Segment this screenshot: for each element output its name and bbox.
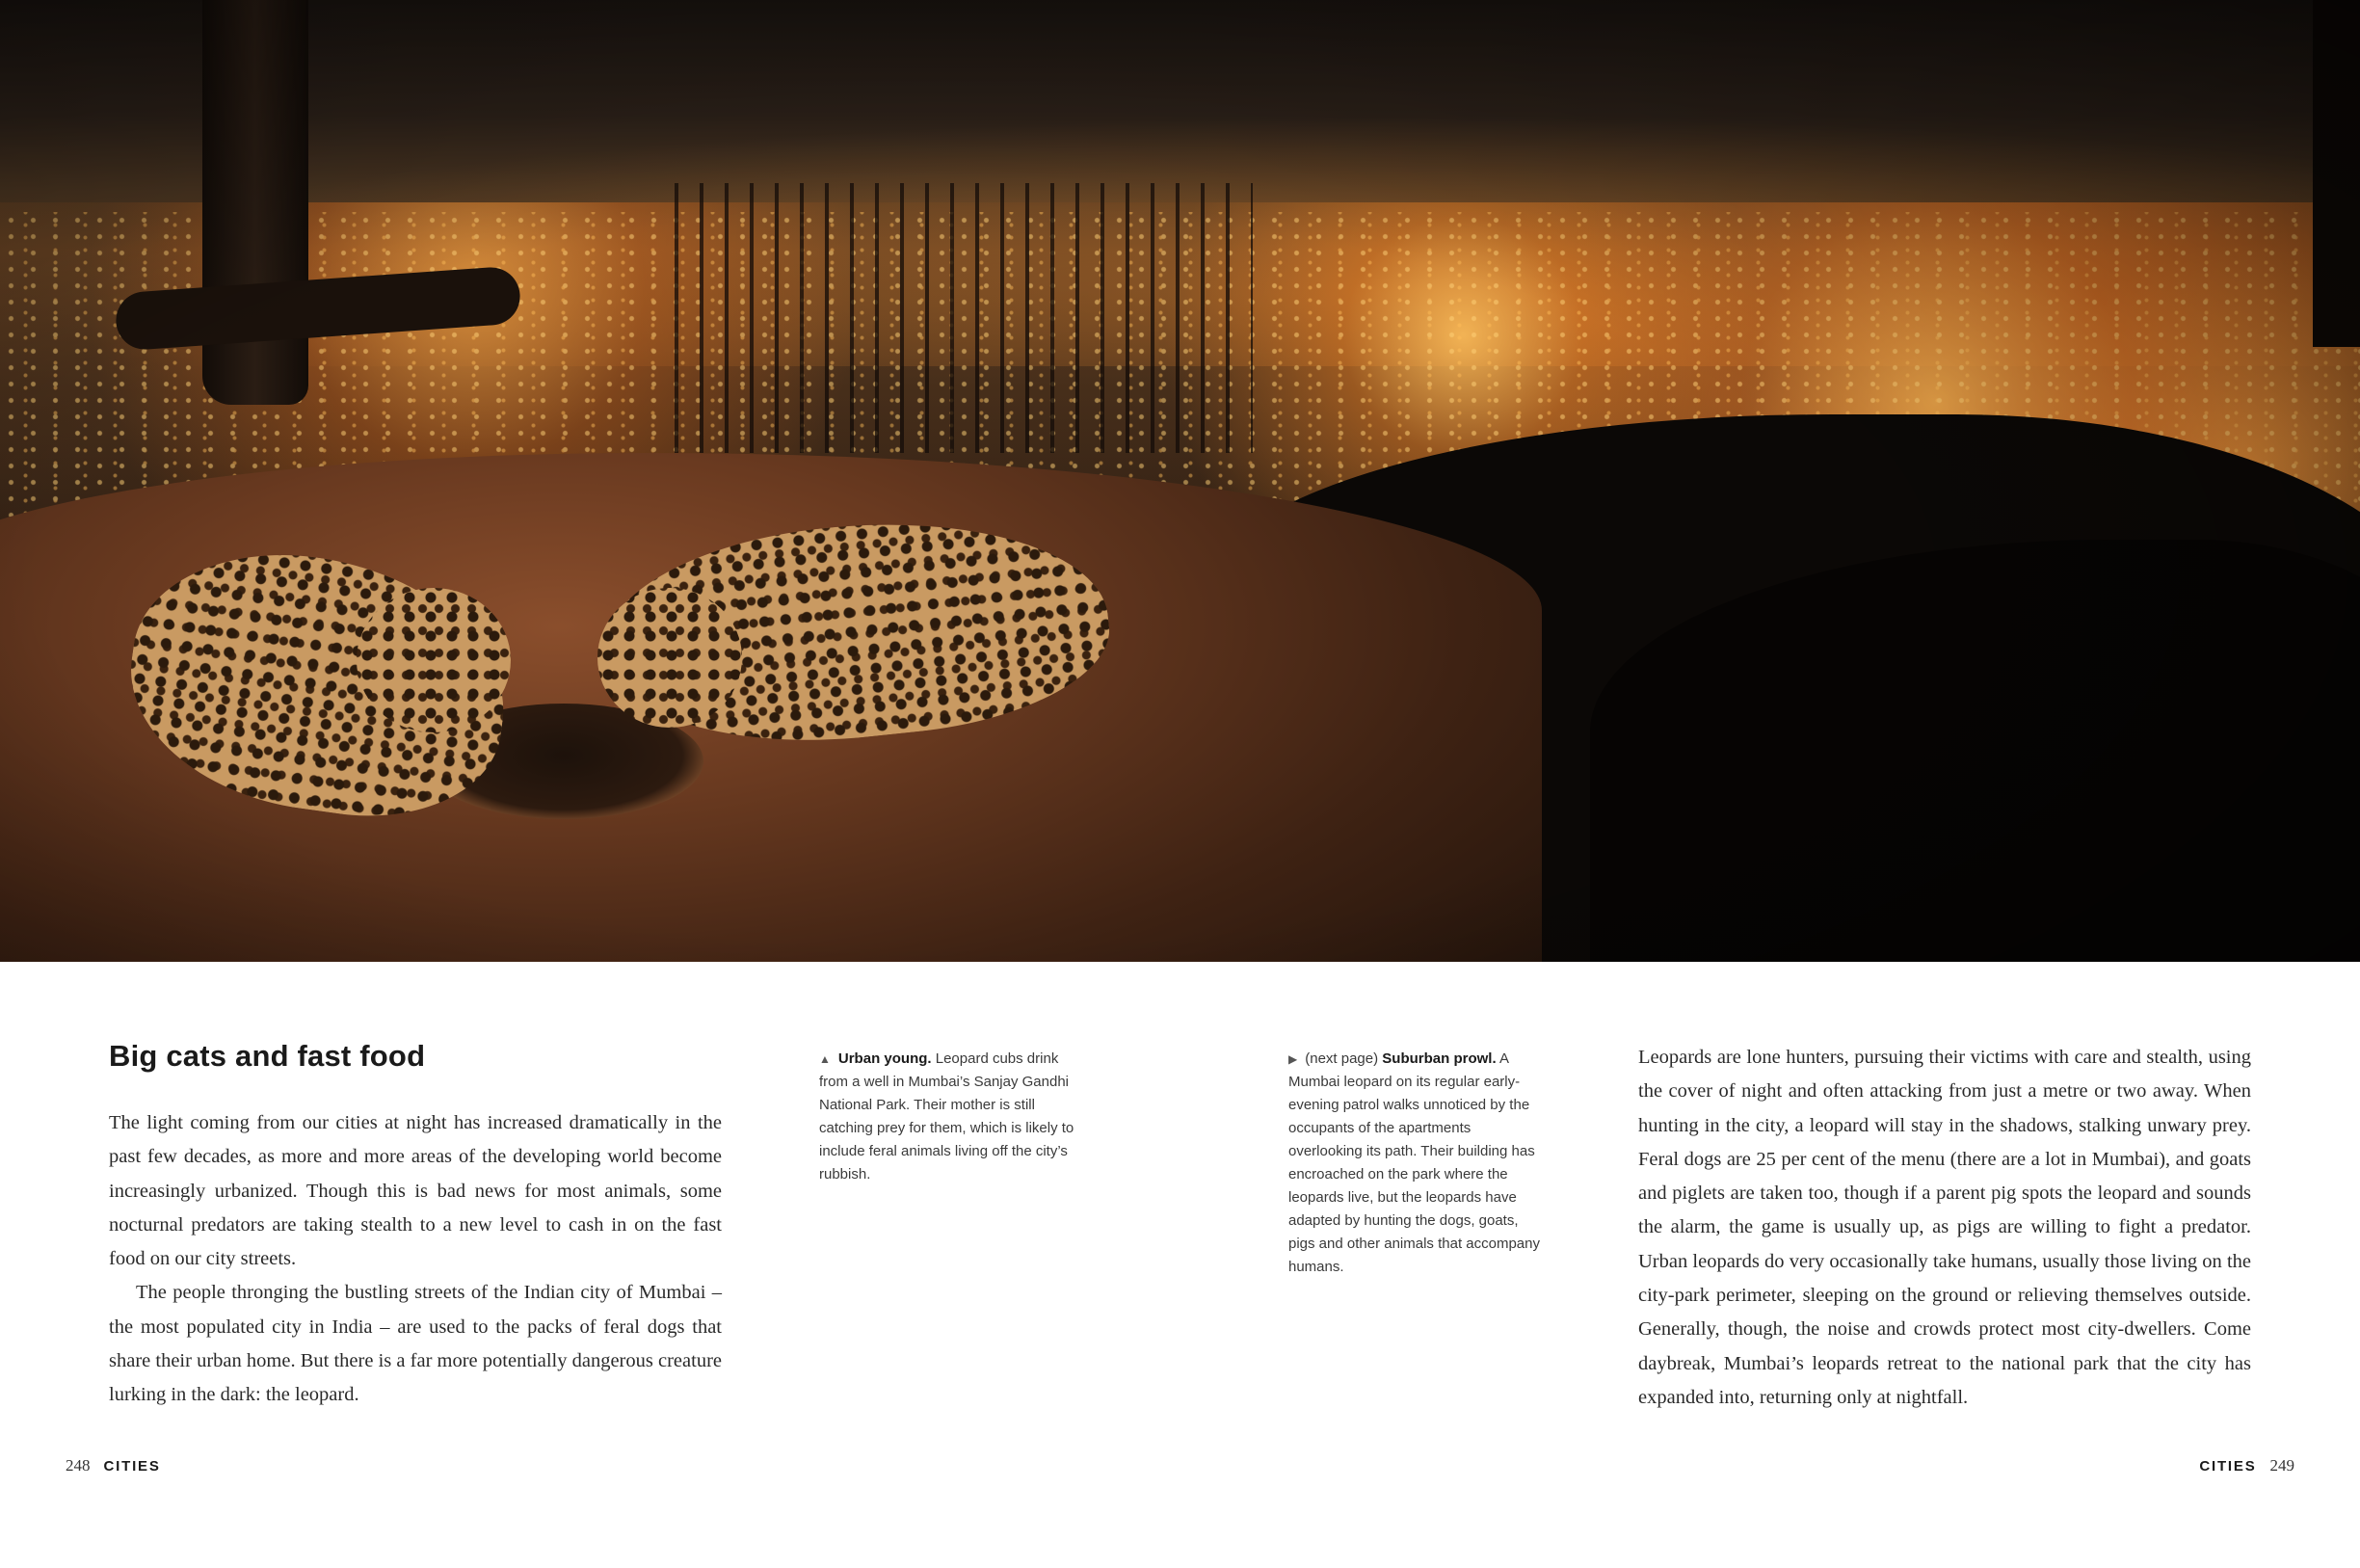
caption-text: A Mumbai leopard on its regular early-evening patrol walks unnoticed by the occupants of the apartments overlooking its path. Their building has encroached on the park where the leopards live, but the leopards have adapted by hunting the dogs, goats, pigs and other animals that accompany humans. <box>1288 1050 1540 1275</box>
article-heading: Big cats and fast food <box>109 1039 426 1073</box>
caption-urban-young <box>819 1048 1084 1186</box>
caption-lead: Suburban prowl. <box>1382 1050 1497 1067</box>
body-paragraph-1: The light coming from our cities at night has increased dramatically in the past few decades, as more and more areas of the developing world become increasingly urbanized. Though this is bad news for most animals, some nocturnal predators are taking stealth to a new level to cash in on the fast food on our city streets. <box>109 1112 722 1270</box>
folio-left <box>66 1456 161 1475</box>
body-paragraph-2: The people thronging the bustling streets of the Indian city of Mumbai – the most populated city in India – are used to the packs of feral dogs that share their urban home. But there is a far more potentially dangerous creature lurking in the dark: the leopard. <box>109 1282 722 1406</box>
caption-prefix: (next page) <box>1305 1050 1379 1067</box>
up-arrow-icon: ▲ <box>819 1052 831 1066</box>
right-column-text <box>1638 1041 2251 1415</box>
caption-text: Leopard cubs drink from a well in Mumbai’s Sanjay Gandhi National Park. Their mother is still catching prey for them, which is likely to include feral animals living off the city’s rubbish. <box>819 1050 1074 1183</box>
section-name-left: CITIES <box>103 1458 161 1475</box>
section-name-right: CITIES <box>2199 1458 2257 1475</box>
caption-suburban-prowl <box>1288 1048 1541 1279</box>
right-arrow-icon: ▶ <box>1288 1052 1298 1066</box>
page-number-right: 249 <box>2269 1456 2294 1475</box>
body-paragraph-3: Leopards are lone hunters, pursuing their victims with care and stealth, using the cover of night and often attacking from just a metre or two away. When hunting in the city, a leopard will stay in the shadows, stalking unwary prey. Feral dogs are 25 per cent of the menu (there are a lot in Mumbai), and goats and piglets are taken too, though if a parent pig spots the leopard and sounds the alarm, the game is usually up, as pigs are willing to fight a predator. Urban leopards do very occasionally take humans, usually those living on the city-park perimeter, sleeping on the ground or relieving themselves outside. Generally, though, the noise and crowds protect most city-dwellers. Come daybreak, Mumbai’s leopards retreat to the national park that the city has expanded into, returning only at nightfall. <box>1638 1047 2251 1408</box>
folio-right <box>2199 1456 2294 1475</box>
page-number-left: 248 <box>66 1456 91 1475</box>
caption-lead: Urban young. <box>837 1050 932 1067</box>
left-column-text <box>109 1106 722 1413</box>
